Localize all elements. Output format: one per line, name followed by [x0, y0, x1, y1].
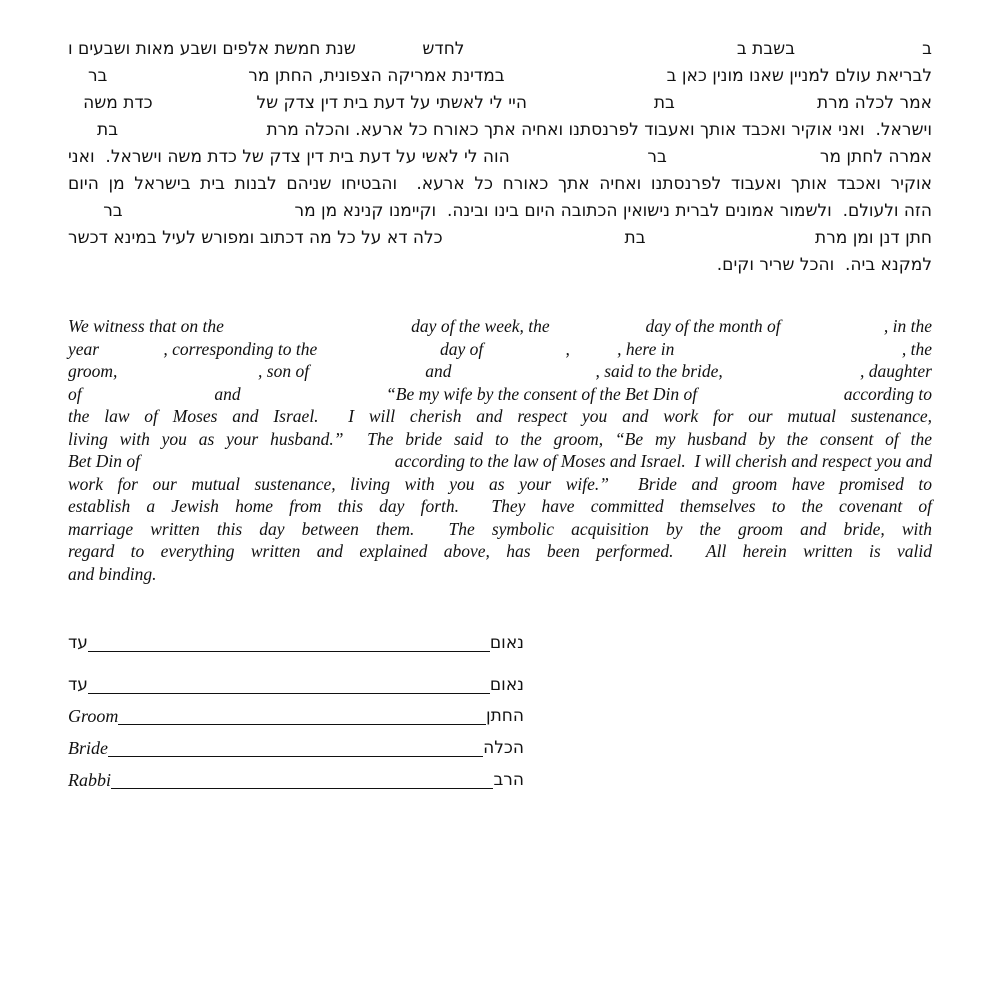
- hebrew-text: בת: [624, 228, 646, 248]
- english-text-block: [68, 315, 932, 585]
- english-line-3: [68, 360, 932, 383]
- hebrew-text: בר: [103, 201, 123, 221]
- rabbi-signature-row: [68, 770, 524, 792]
- witness-signature-row-1: [68, 633, 524, 655]
- english-text: , son of: [258, 361, 310, 381]
- groom-signature-row: [68, 706, 524, 728]
- hebrew-text: הוה לי לאשי על דעת בית דין צדק של כדת משה וישראל. ואני: [68, 147, 510, 167]
- hebrew-text: אמר לכלה מרת: [816, 93, 932, 113]
- english-text: , daughter: [860, 361, 932, 381]
- hebrew-text: במדינת אמריקה הצפונית, החתן מר: [248, 66, 505, 86]
- hebrew-line-8: [68, 225, 932, 252]
- signed-by-label: נאום: [489, 633, 524, 653]
- english-line-1: [68, 315, 932, 338]
- hebrew-text: בת: [653, 93, 675, 113]
- bride-hebrew-label: הכלה: [483, 738, 524, 758]
- signature-line: [88, 675, 490, 694]
- english-line-5: the law of Moses and Israel. I will cherish and respect you and work for our mutual sustenance,: [68, 406, 932, 426]
- hebrew-text: בשבת ב: [736, 39, 796, 59]
- hebrew-line-1: [68, 36, 932, 63]
- hebrew-text: למקנא ביה. והכל שריר וקים.: [716, 255, 932, 275]
- english-line-7: [68, 450, 932, 473]
- hebrew-text-block: [68, 36, 932, 279]
- groom-hebrew-label: החתן: [485, 706, 524, 726]
- hebrew-text: חתן דנן ומן מרת: [815, 228, 932, 248]
- witness-label: עד: [68, 633, 88, 653]
- english-text: day of the month of: [645, 316, 781, 336]
- english-text: according to the law of Moses and Israel. I will cherish and respect you and: [394, 451, 932, 471]
- english-line-8: work for our mutual sustenance, living with you as your wife.” Bride and groom have promised to: [68, 473, 932, 494]
- english-text: , here in: [617, 338, 675, 359]
- english-line-4: [68, 383, 932, 406]
- english-text: , corresponding to the: [163, 338, 318, 359]
- bride-label: Bride: [68, 738, 108, 758]
- english-text: We witness that on the: [68, 316, 224, 336]
- english-line-9: establish a Jewish home from this day forth. They have committed themselves to the covenant of: [68, 496, 932, 516]
- signature-line: [111, 770, 493, 789]
- hebrew-text: בת: [97, 120, 119, 140]
- english-text: according to: [843, 383, 933, 404]
- english-line-10: marriage written this day between them. The symbolic acquisition by the groom and bride, with: [68, 518, 932, 539]
- hebrew-line-3: [68, 90, 932, 117]
- hebrew-text: ב: [922, 39, 932, 59]
- english-text: , the: [901, 338, 932, 359]
- hebrew-line-9: [68, 252, 932, 279]
- hebrew-text: בר: [647, 147, 667, 167]
- hebrew-text: לבריאת עולם למניין שאנו מונין כאן ב: [666, 66, 932, 86]
- signature-line: [118, 706, 486, 725]
- hebrew-text: שנת חמשת אלפים ושבע מאות ושבעים ו: [68, 39, 356, 59]
- hebrew-line-2: [68, 63, 932, 90]
- english-text: , said to the bride,: [595, 361, 723, 381]
- witness-label: עד: [68, 675, 88, 695]
- hebrew-text: וישראל. ואני אוקיר ואכבד אותך ואעבוד לפרנסתנו ואחיה אתך כאורח כל ארעא. והכלה מרת: [266, 120, 932, 140]
- hebrew-line-4: [68, 117, 932, 144]
- english-line-12: and binding.: [68, 563, 157, 584]
- english-line-11: regard to everything written and explained above, has been performed. All herein written is valid: [68, 541, 932, 561]
- english-text: ,: [565, 338, 570, 359]
- rabbi-hebrew-label: הרב: [493, 770, 524, 790]
- english-text: day of: [440, 338, 484, 359]
- hebrew-line-6: אוקיר ואכבד אותך ואעבוד לפרנסתנו ואחיה אתך כאורח כל ארעא. והבטיחו שניהם לבנות בית בישראל מן היום: [68, 174, 932, 194]
- english-line-6: living with you as your husband.” The bride said to the groom, “Be my husband by the consent of the: [68, 428, 932, 449]
- hebrew-text: אמרה לחתן מר: [819, 147, 932, 167]
- english-text: and: [214, 383, 241, 404]
- signature-line: [108, 738, 483, 757]
- english-text: , in the: [883, 316, 932, 336]
- hebrew-line-5: [68, 144, 932, 171]
- hebrew-text: הזה ולעולם. ולשמור אמונים לברית נישואין הכתובה היום בינו ובינה. וקיימנו קנינא מן מר: [294, 201, 932, 221]
- hebrew-text: כלה דא על כל מה דכתוב ומפורש לעיל במינא דכשר: [68, 228, 443, 248]
- rabbi-label: Rabbi: [68, 770, 111, 790]
- english-text: groom,: [68, 361, 118, 381]
- hebrew-text: לחדש: [422, 39, 465, 59]
- hebrew-line-7: [68, 198, 932, 225]
- english-text: of: [68, 383, 82, 404]
- groom-label: Groom: [68, 706, 119, 726]
- english-text: day of the week, the: [411, 316, 550, 336]
- signature-line: [88, 633, 490, 652]
- hebrew-text: כדת משה: [83, 93, 153, 113]
- english-text: “Be my wife by the consent of the Bet Din of: [386, 383, 698, 404]
- english-text: and: [425, 361, 452, 381]
- english-text: year: [68, 338, 100, 359]
- english-text: Bet Din of: [68, 451, 140, 471]
- signed-by-label: נאום: [489, 675, 524, 695]
- hebrew-text: בר: [87, 66, 108, 86]
- witness-signature-row-2: [68, 675, 524, 697]
- english-line-2: [68, 338, 932, 361]
- bride-signature-row: [68, 738, 524, 760]
- hebrew-text: היי לי לאשתי על דעת בית דין צדק של: [256, 93, 527, 113]
